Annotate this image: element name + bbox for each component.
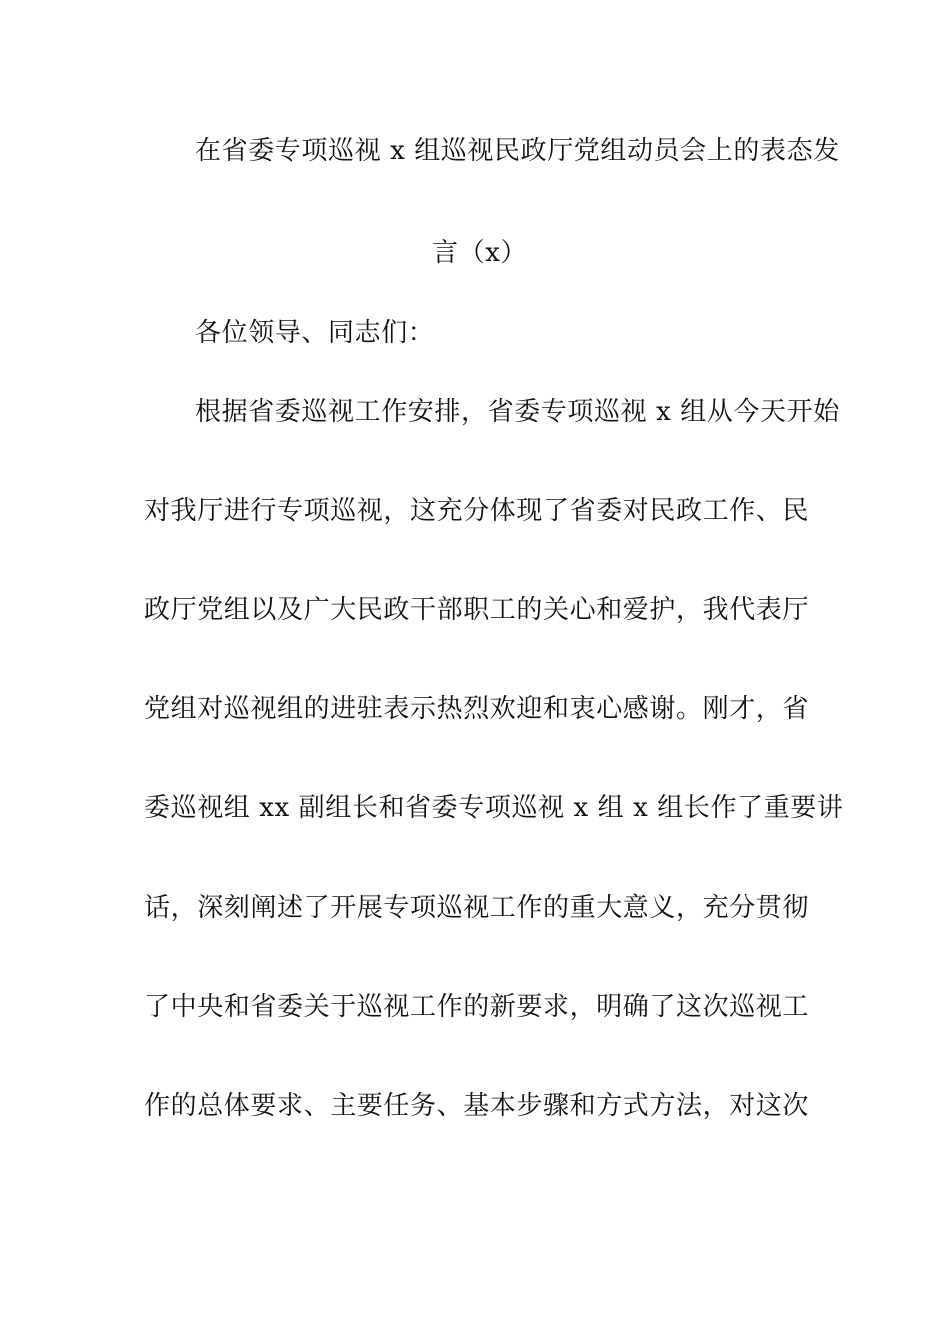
body-line: 话，深刻阐述了开展专项巡视工作的重大意义，充分贯彻 (144, 893, 810, 923)
body-line: 政厅党组以及广大民政干部职工的关心和爱护，我代表厅 (144, 595, 810, 625)
document-title-line-1: 在省委专项巡视 x 组巡视民政厅党组动员会上的表态发 (195, 136, 840, 166)
body-line: 党组对巡视组的进驻表示热烈欢迎和衷心感谢。刚才，省 (144, 694, 810, 724)
body-line: 委巡视组 xx 副组长和省委专项巡视 x 组 x 组长作了重要讲 (144, 793, 844, 823)
body-line: 根据省委巡视工作安排，省委专项巡视 x 组从今天开始 (195, 397, 840, 427)
body-line: 了中央和省委关于巡视工作的新要求，明确了这次巡视工 (144, 992, 810, 1022)
document-title-line-2: 言（x） (432, 238, 528, 268)
body-line: 作的总体要求、主要任务、基本步骤和方式方法，对这次 (144, 1091, 810, 1121)
body-line: 对我厅进行专项巡视，这充分体现了省委对民政工作、民 (144, 496, 810, 526)
salutation: 各位领导、同志们： (195, 318, 435, 348)
